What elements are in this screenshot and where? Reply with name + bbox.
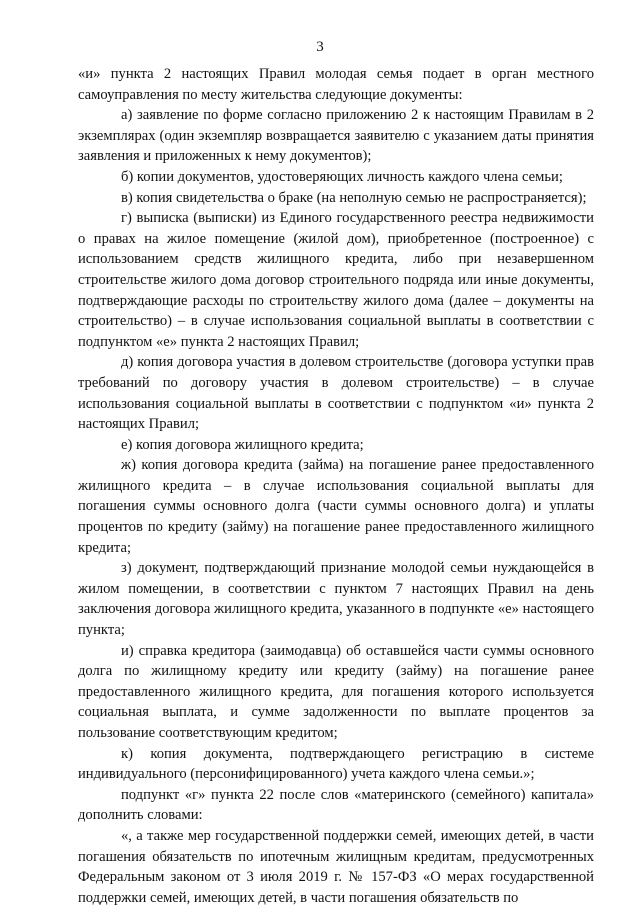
- paragraph-item-z: з) документ, подтверждающий признание молодой семьи нуждающейся в жилом помещении, в соответствии с пунктом 7 настоящих Правил на день заключения договора жилищного кредита, указанного в подпункте «е» настоящего пункта;: [78, 560, 594, 639]
- paragraph-item-e: е) копия договора жилищного кредита;: [121, 436, 364, 453]
- document-body: [78, 64, 594, 908]
- paragraph-item-zh: ж) копия договора кредита (займа) на погашение ранее предоставленного жилищного кредита – в случае использования социальной выплаты для погашения суммы основного долга (части суммы основного долга) и уплаты процентов по кредиту (займу) на погашение ранее предоставленного жилищного кредита;: [78, 457, 594, 556]
- paragraph-item-d: д) копия договора участия в долевом строительстве (договора уступки прав требований по договору участия в долевом строительстве) – в случае использования социальной выплаты в соответствии с подпунктом «и» пункта 2 настоящих Правил;: [78, 354, 594, 433]
- paragraph-item-v: в) копия свидетельства о браке (на неполную семью не распространяется);: [121, 189, 587, 206]
- paragraph-intro: «и» пункта 2 настоящих Правил молодая семья подает в орган местного самоуправления по месту жительства следующие документы:: [78, 66, 594, 103]
- paragraph-item-i: и) справка кредитора (заимодавца) об оставшейся части суммы основного долга по жилищному кредиту или кредиту (займу) на погашение ранее предоставленного жилищного кредита, для погашения которого используется социальная выплата, и сумме задолженности по выплате процентов за пользование соответствующим кредитом;: [78, 642, 594, 741]
- paragraph-item-k: к) копия документа, подтверждающего регистрацию в системе индивидуального (персонифицированного) учета каждого члена семьи.»;: [78, 745, 594, 783]
- paragraph-amendment: подпункт «г» пункта 22 после слов «материнского (семейного) капитала» дополнить словами:: [78, 786, 594, 824]
- page-number: 3: [316, 39, 324, 55]
- paragraph-item-b: б) копии документов, удостоверяющих личность каждого члена семьи;: [121, 168, 563, 185]
- paragraph-item-g: г) выписка (выписки) из Единого государственного реестра недвижимости о правах на жилое помещение (жилой дом), приобретенное (построенное) с использованием средств жилищного кредита, либо при незавершенном строительстве жилого дома договор строительного подряда или иные документы, подтверждающие расходы по строительству жилого дома (далее – документы на строительство) – в случае использования социальной выплаты в соответствии с подпунктом «е» пункта 2 настоящих Правил;: [78, 210, 594, 350]
- paragraph-item-a: а) заявление по форме согласно приложению 2 к настоящим Правилам в 2 экземплярах (один экземпляр возвращается заявителю с указанием даты принятия заявления и приложенных к нему документов);: [78, 107, 594, 165]
- paragraph-amendment-text: «, а также мер государственной поддержки семей, имеющих детей, в части погашения обязательств по ипотечным жилищным кредитам, предусмотренных Федеральным законом от 3 июля 2019 г. № 157-ФЗ «О мерах государственной поддержки семей, имеющих детей, в части погашения обязательств по: [78, 827, 594, 906]
